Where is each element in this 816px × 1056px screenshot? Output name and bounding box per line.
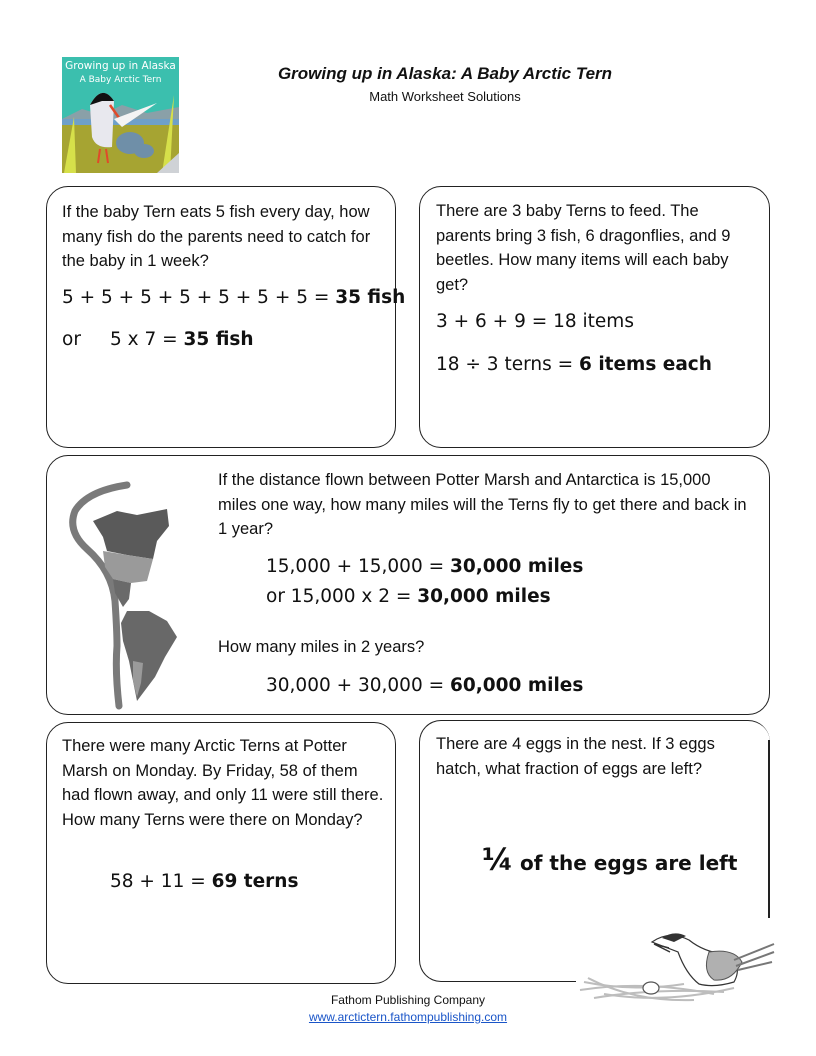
answer-prefix: or [62,329,81,350]
answer-result: 60,000 miles [450,675,584,696]
problem-box-terns-count [46,722,396,984]
answer-result: 6 items each [579,354,712,375]
problem-question: There were many Arctic Terns at Potter Marsh on Monday. By Friday, 58 of them had flown away, and only 11 were still there. How many Terns were there on Monday? [62,737,384,829]
answer-result: 35 fish [335,287,406,308]
answer-result: 30,000 miles [417,586,551,607]
problem-answer [266,556,583,577]
problem-box-fish [46,186,406,448]
answer-expression: 5 x 7 = [110,329,184,350]
box-eggs-right-border [768,740,770,918]
answer-expression: or 15,000 x 2 = [266,586,418,607]
answer-expression: 30,000 + 30,000 = [266,675,450,696]
answer-result: of the eggs are left [513,851,738,875]
problem-answer-alt [266,586,551,607]
problem-answer [482,843,737,878]
problem-box-feeding [419,186,770,448]
cover-subtitle: A Baby Arctic Tern [79,75,162,85]
answer-result: 69 terns [211,871,299,892]
americas-map-icon [57,471,197,711]
problem-answer [110,871,299,892]
problem-box-migration [46,455,770,715]
book-cover-image [62,57,179,173]
problem-answer-alt [436,354,712,375]
footer-company: Fathom Publishing Company [330,993,486,1007]
page-title: Growing up in Alaska: A Baby Arctic Tern [277,64,613,83]
answer-expression: 58 + 11 = [110,871,212,892]
problem-answer-alt [62,329,254,350]
followup-question: How many miles in 2 years? [218,638,425,656]
problem-answer [436,311,634,332]
problem-question: There are 3 baby Terns to feed. The parents bring 3 fish, 6 dragonflies, and 9 beetles. How many items will each baby get? [436,202,731,294]
problem-question: If the baby Tern eats 5 fish every day, how many fish do the parents need to catch for the baby in 1 week? [62,203,371,270]
answer-expression: 3 + 6 + 9 = 18 items [436,311,634,332]
answer-expression: 5 + 5 + 5 + 5 + 5 + 5 + 5 = [62,287,336,308]
answer-expression: 18 ÷ 3 terns = [436,354,579,375]
problem-question: There are 4 eggs in the nest. If 3 eggs hatch, what fraction of eggs are left? [436,735,715,778]
followup-answer [266,675,583,696]
cover-title: Growing up in Alaska [65,60,176,72]
page-subtitle: Math Worksheet Solutions [369,89,521,104]
answer-expression: 15,000 + 15,000 = [266,556,450,577]
answer-result: 30,000 miles [450,556,584,577]
footer-website-link[interactable]: www.arctictern.fathompublishing.com [308,1010,508,1024]
problem-question: If the distance flown between Potter Marsh and Antarctica is 15,000 miles one way, how many miles will the Terns fly to get there and back in 1 year? [218,471,747,538]
problem-answer [62,287,405,308]
answer-result: 35 fish [183,329,254,350]
answer-fraction: ¼ [482,843,514,878]
